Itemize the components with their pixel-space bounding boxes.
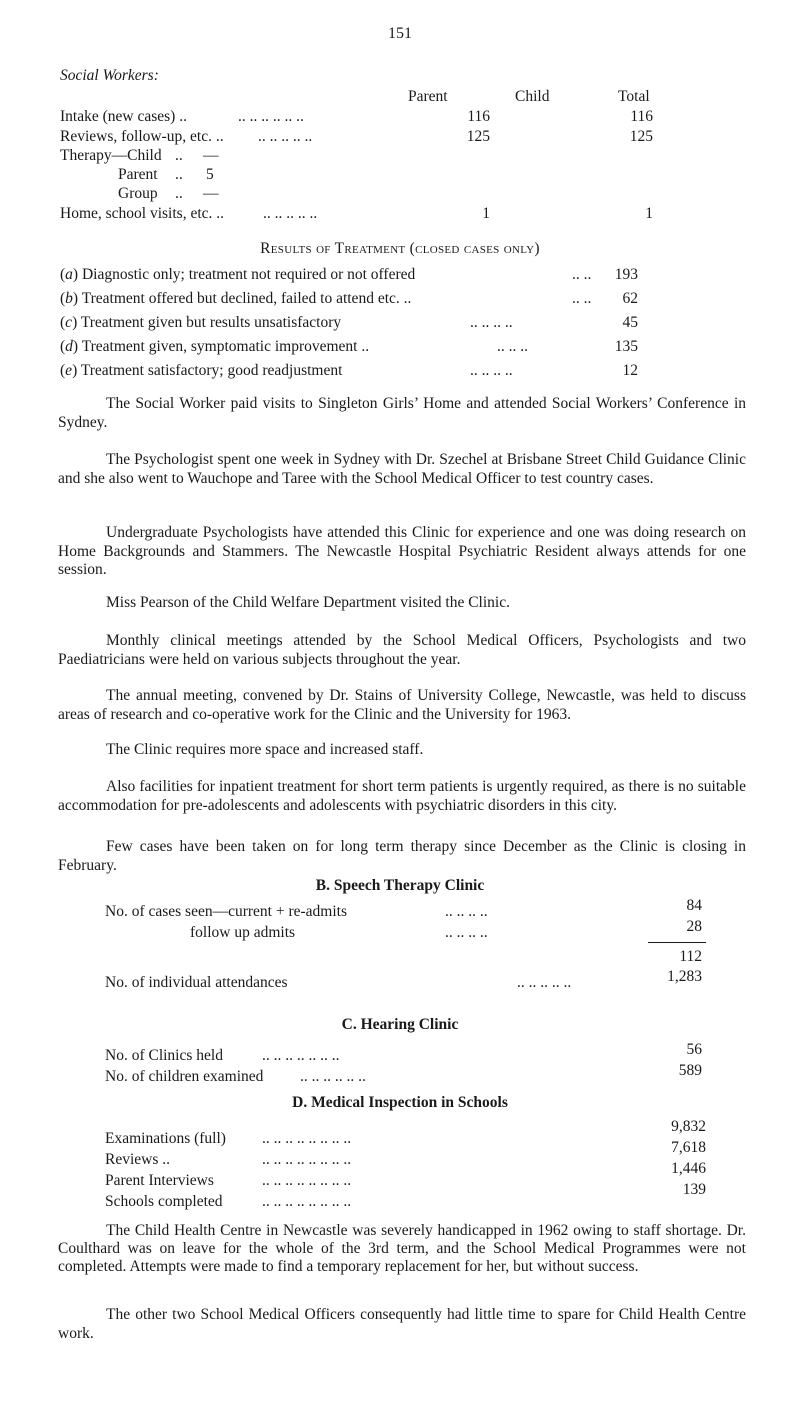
paragraph: Undergraduate Psychologists have attended this Clinic for experience and one was doing research on Home Backgrounds and Stammers. The Newcastle Hospital Psychiatric Resident always attends for one session. xyxy=(58,524,746,579)
sw-row-dots: .. xyxy=(175,185,183,202)
result-text: Treatment given but results unsatisfactory xyxy=(80,314,342,331)
result-row: (e) Treatment satisfactory; good readjustment xyxy=(60,362,343,379)
sw-row-sub: — xyxy=(203,147,219,164)
sw-row-dots: .. xyxy=(175,166,183,183)
sw-row-label: Therapy—Child xyxy=(60,147,162,164)
page-number: 151 xyxy=(388,25,412,42)
speech-heading: B. Speech Therapy Clinic xyxy=(315,877,485,894)
sw-row-total: 125 xyxy=(629,128,653,145)
medical-heading: D. Medical Inspection in Schools xyxy=(292,1094,508,1111)
result-dots: .. .. xyxy=(572,290,592,307)
sw-row-sub: — xyxy=(203,185,219,202)
hearing-row-value: 56 xyxy=(686,1041,702,1058)
sw-row-child: 116 xyxy=(467,108,490,125)
medical-row-label: Parent Interviews xyxy=(105,1172,214,1189)
result-value: 193 xyxy=(614,266,638,283)
paragraph: The annual meeting, convened by Dr. Stains of University College, Newcastle, was held to discuss areas of research and co-operative work for the Clinic and the University for 1963. xyxy=(58,687,746,723)
result-row: (c) Treatment given but results unsatisfactory xyxy=(60,314,342,331)
hearing-row-dots: .. .. .. .. .. .. xyxy=(300,1068,366,1085)
paragraph: The Social Worker paid visits to Singleton Girls’ Home and attended Social Workers’ Conference in Sydney. xyxy=(58,395,746,431)
sw-row-sub: 5 xyxy=(206,166,214,183)
social-workers-heading: Social Workers: xyxy=(60,67,159,84)
col-header-total: Total xyxy=(618,88,650,105)
speech-row-label: No. of cases seen—current + re-admits xyxy=(105,903,348,920)
result-text: Diagnostic only; treatment not required or not offered xyxy=(81,266,416,283)
sw-row-total: 1 xyxy=(645,205,653,222)
sw-row-child: 1 xyxy=(482,205,490,222)
sw-row-dots: .. .. .. .. .. .. xyxy=(238,108,304,125)
result-dots: .. .. xyxy=(572,266,592,283)
paragraph: Miss Pearson of the Child Welfare Department visited the Clinic. xyxy=(106,594,510,611)
paragraph: The Psychologist spent one week in Sydney with Dr. Szechel at Brisbane Street Child Guidance Clinic and she also went to Wauchope and Taree with the School Medical Officer to test country cases. xyxy=(58,451,746,487)
speech-row-label: No. of individual attendances xyxy=(105,974,288,991)
results-heading: Results of Treatment (closed cases only) xyxy=(260,240,540,257)
medical-row-value: 9,832 xyxy=(671,1118,706,1135)
speech-row-dots: .. .. .. .. .. xyxy=(517,974,572,991)
result-value: 62 xyxy=(622,290,638,307)
result-letter: d xyxy=(65,338,73,355)
medical-row-label: Examinations (full) xyxy=(105,1130,226,1147)
sw-row-label: Home, school visits, etc. .. xyxy=(60,205,225,222)
result-row: (a) Diagnostic only; treatment not required or not offered xyxy=(60,266,416,283)
result-text: Treatment given, symptomatic improvement .. xyxy=(81,338,370,355)
subtotal-rule xyxy=(648,942,706,943)
speech-row-dots: .. .. .. .. xyxy=(445,924,488,941)
medical-row-dots: .. .. .. .. .. .. .. .. xyxy=(262,1172,352,1189)
result-letter: a xyxy=(65,266,73,283)
result-row: (d) Treatment given, symptomatic improvement .. xyxy=(60,338,370,355)
col-header-parent: Parent xyxy=(408,88,448,105)
sw-row-label: Reviews, follow-up, etc. .. xyxy=(60,128,224,145)
speech-row-label: follow up admits xyxy=(190,924,296,941)
result-value: 12 xyxy=(622,362,638,379)
col-header-child: Child xyxy=(515,88,550,105)
sw-row-dots: .. .. .. .. .. xyxy=(263,205,318,222)
paragraph: Few cases have been taken on for long term therapy since December as the Clinic is closing in February. xyxy=(58,838,746,874)
sw-row-dots: .. .. .. .. .. xyxy=(258,128,313,145)
result-text: Treatment satisfactory; good readjustment xyxy=(80,362,343,379)
speech-subtotal: 112 xyxy=(679,948,702,965)
result-letter: e xyxy=(65,362,73,379)
result-letter: b xyxy=(65,290,73,307)
medical-row-dots: .. .. .. .. .. .. .. .. xyxy=(262,1193,352,1210)
sw-row-child: 125 xyxy=(466,128,490,145)
result-row: (b) Treatment offered but declined, failed to attend etc. .. xyxy=(60,290,412,307)
sw-row-label: Parent xyxy=(118,166,158,183)
medical-row-label: Reviews .. xyxy=(105,1151,171,1168)
result-dots: .. .. .. xyxy=(497,338,528,355)
medical-row-value: 139 xyxy=(682,1181,706,1198)
medical-row-label: Schools completed xyxy=(105,1193,223,1210)
hearing-row-dots: .. .. .. .. .. .. .. xyxy=(262,1047,340,1064)
sw-row-label: Group xyxy=(118,185,158,202)
paragraph: The Clinic requires more space and increased staff. xyxy=(106,741,424,758)
result-value: 45 xyxy=(622,314,638,331)
sw-row-dots: .. xyxy=(175,147,183,164)
result-letter: c xyxy=(65,314,73,331)
result-dots: .. .. .. .. xyxy=(470,362,513,379)
speech-row-value: 28 xyxy=(686,918,702,935)
paragraph: Monthly clinical meetings attended by the School Medical Officers, Psychologists and two Paediatricians were held on various subjects throughout the year. xyxy=(58,632,746,668)
speech-row-dots: .. .. .. .. xyxy=(445,903,488,920)
result-text: Treatment offered but declined, failed to attend etc. .. xyxy=(81,290,412,307)
paragraph: Also facilities for inpatient treatment for short term patients is urgently required, as there is no suitable accommodation for pre-adolescents and adolescents with psychiatric disorders in this city. xyxy=(58,778,746,814)
speech-row-value: 84 xyxy=(686,897,702,914)
medical-row-dots: .. .. .. .. .. .. .. .. xyxy=(262,1151,352,1168)
sw-row-total: 116 xyxy=(630,108,653,125)
result-dots: .. .. .. .. xyxy=(470,314,513,331)
medical-row-dots: .. .. .. .. .. .. .. .. xyxy=(262,1130,352,1147)
hearing-row-label: No. of Clinics held xyxy=(105,1047,223,1064)
paragraph: The Child Health Centre in Newcastle was severely handicapped in 1962 owing to staff shortage. Dr. Coulthard was on leave for the whole of the 3rd term, and the School Medical Programmes were not completed. Attempts were made to find a temporary replacement for her, but without success. xyxy=(58,1222,746,1275)
hearing-row-label: No. of children examined xyxy=(105,1068,264,1085)
sw-row-label: Intake (new cases) .. xyxy=(60,108,187,125)
medical-row-value: 7,618 xyxy=(671,1139,706,1156)
speech-row-value: 1,283 xyxy=(667,968,702,985)
hearing-heading: C. Hearing Clinic xyxy=(341,1016,459,1033)
paragraph: The other two School Medical Officers consequently had little time to spare for Child Health Centre work. xyxy=(58,1306,746,1342)
result-value: 135 xyxy=(614,338,638,355)
medical-row-value: 1,446 xyxy=(671,1160,706,1177)
hearing-row-value: 589 xyxy=(678,1062,702,1079)
